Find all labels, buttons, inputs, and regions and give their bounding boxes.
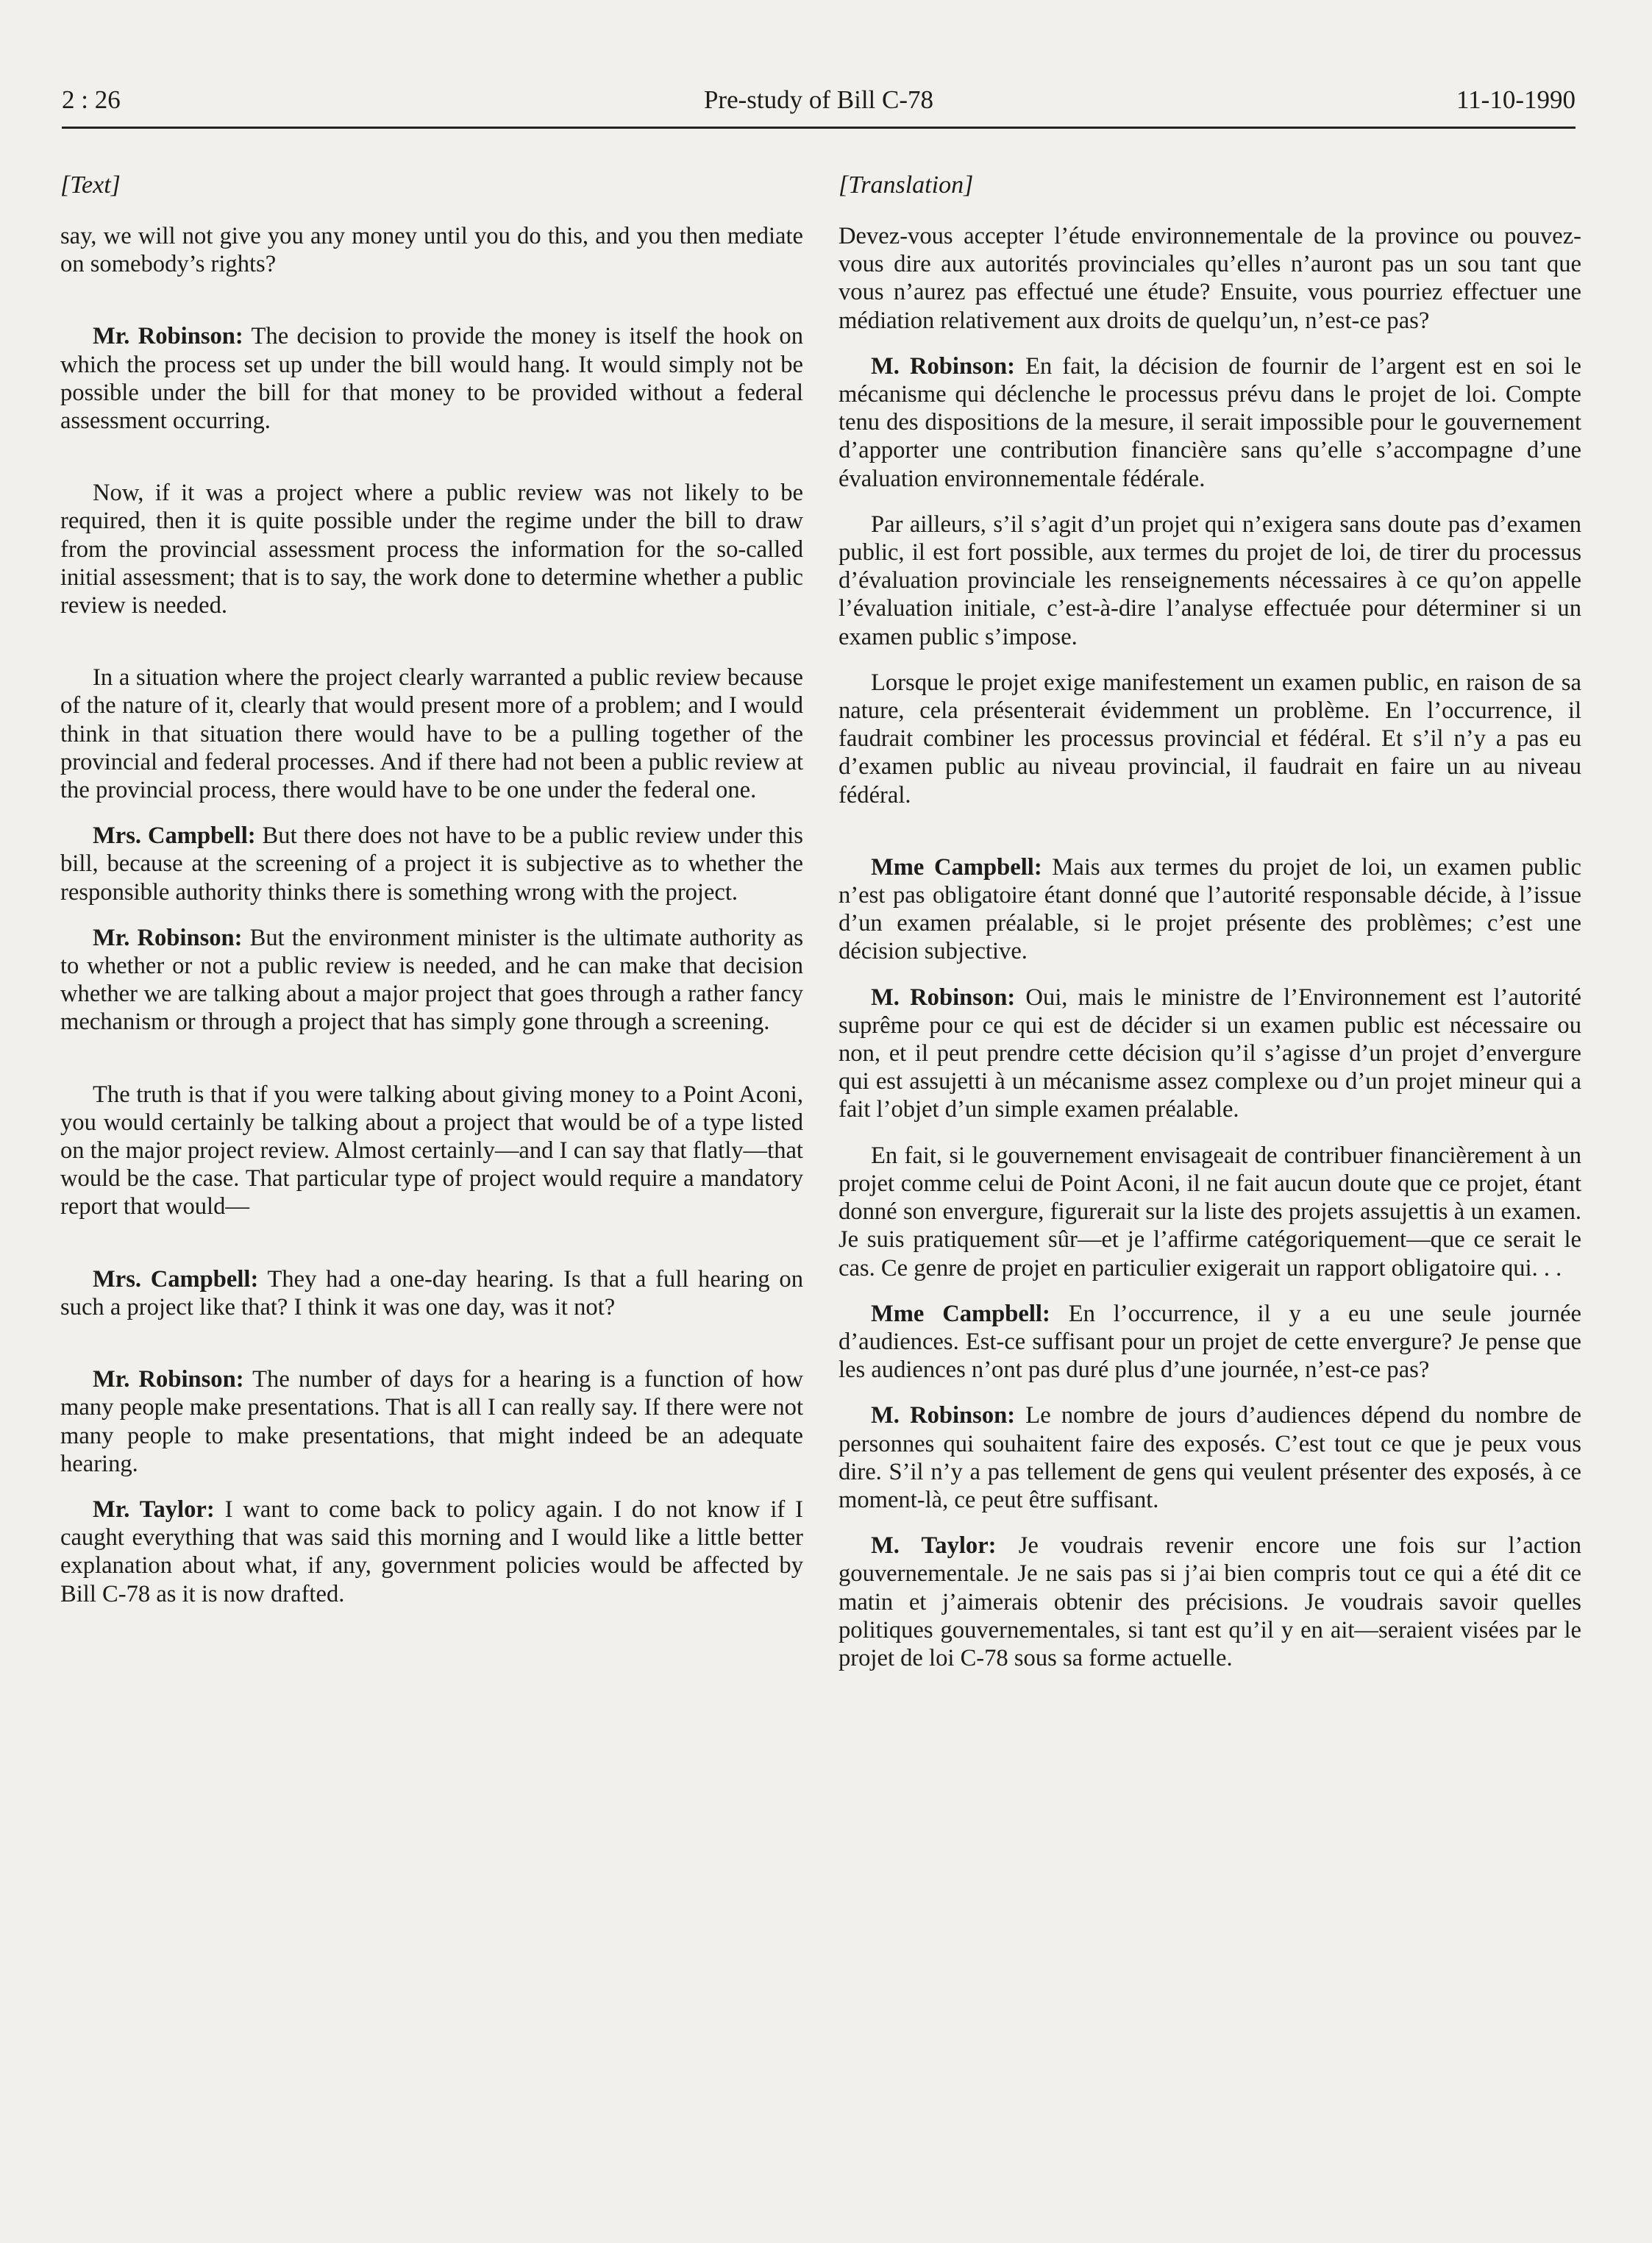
paragraph-speech: Mme Campbell: En l’occurrence, il y a eu une seule journée d’audiences. Est-ce suffisant pour un projet de cette envergure? Je pense que les audiences n’ont pas duré plus d’une journée, n’est-ce pas?	[839, 1300, 1581, 1384]
paragraph-speech: Mrs. Campbell: But there does not have to be a public review under this bill, because at the screening of a project it is subjective as to whether the responsible authority thinks there is something wrong with the project.	[60, 822, 803, 906]
column-label-translation: [Translation]	[839, 171, 974, 199]
header-page-number: 2 : 26	[62, 85, 121, 114]
paragraph-speech: Mr. Robinson: The decision to provide the money is itself the hook on which the process set up under the bill would hang. It would simply not be possible under the bill for that money to be provided without a federal assessment occurring.	[60, 323, 804, 435]
header-title: Pre-study of Bill C-78	[703, 85, 934, 114]
page-header	[62, 79, 1576, 129]
header-date: 11-10-1990	[1456, 85, 1576, 114]
speaker-name: Mr. Taylor:	[93, 1496, 215, 1523]
speaker-name: Mme Campbell:	[871, 853, 1042, 881]
paragraph-speech: M. Taylor: Je voudrais revenir encore une fois sur l’action gouvernementale. Je ne sais pas si j’ai bien compris tout ce qui a été dit ce matin et j’aimerais obtenir des précisions. Je voudrais savoir quelles politiques gouvernementales, si tant est qu’il y en ait—seraient visées par le projet de loi C-78 sous sa forme actuelle.	[839, 1532, 1581, 1671]
speaker-name: M. Robinson:	[871, 1402, 1016, 1429]
paragraph-speech: M. Robinson: Le nombre de jours d’audiences dépend du nombre de personnes qui souhaitent faire des exposés. C’est tout ce que je peux vous dire. S’il n’y a pas tellement de gens qui veulent présenter des exposés, à ce moment-là, ce peut être suffisant.	[839, 1402, 1582, 1513]
paragraph: En fait, si le gouvernement envisageait de contribuer financièrement à un projet comme celui de Point Aconi, il ne fait aucun doute que ce projet, étant donné son envergure, figurerait sur la liste des projets assujettis à un examen. Je suis pratiquement sûr—et je l’affirme catégoriquement—que ce serait le cas. Ce genre de projet en particulier exigerait un rapport obligatoire qui. . .	[839, 1142, 1581, 1282]
paragraph-speech: Mr. Taylor: I want to come back to policy again. I do not know if I caught everything that was said this morning and I would like a little better explanation about what, if any, government policies would be affected by Bill C-78 as it is now drafted.	[60, 1496, 804, 1607]
speaker-name: M. Robinson:	[871, 984, 1016, 1011]
column-label-text: [Text]	[60, 171, 121, 199]
paragraph: Lorsque le projet exige manifestement un examen public, en raison de sa nature, cela présenterait évidemment un problème. En l’occurrence, il faudrait combiner les processus provincial et fédéral. Et s’il n’y a pas eu d’examen public au niveau provincial, il faudrait en faire un au niveau fédéral.	[839, 669, 1581, 808]
paragraph-speech: M. Robinson: Oui, mais le ministre de l’Environnement est l’autorité suprême pour ce qui est de décider si un examen public est nécessaire ou non, et il peut prendre cette décision qu’il s’agisse d’un projet d’envergure qui est assujetti à un mécanisme assez complexe ou d’un projet mineur qui a fait l’objet d’un simple examen préalable.	[839, 984, 1581, 1123]
paragraph: Devez-vous accepter l’étude environnementale de la province ou pouvez-vous dire aux autorités provinciales qu’elles n’auront pas un sou tant que vous n’aurez pas effectué une étude? Ensuite, vous pourriez effectuer une médiation relativement aux droits de quelqu’un, n’est-ce pas?	[839, 223, 1581, 334]
paragraph: In a situation where the project clearly warranted a public review because of the nature of it, clearly that would present more of a problem; and I would think in that situation there would have to be a pulling together of the provincial and federal processes. And if there had not been a public review at the provincial process, there would have to be one under the federal one.	[60, 664, 803, 804]
paragraph-speech: M. Robinson: En fait, la décision de fournir de l’argent est en soi le mécanisme qui déclenche le processus prévu dans le projet de loi. Compte tenu des dispositions de la mesure, il serait impossible pour le gouvernement d’apporter une contribution financière sans qu’elle s’accompagne d’une évaluation environnementale fédérale.	[839, 352, 1582, 492]
paragraph: Par ailleurs, s’il s’agit d’un projet qui n’exigera sans doute pas d’examen public, il est fort possible, aux termes du projet de loi, de tirer du processus d’évaluation provinciale les renseignements nécessaires à ce qu’on appelle l’évaluation initiale, c’est-à-dire l’analyse effectuée pour déterminer si un examen public s’impose.	[839, 511, 1581, 650]
paragraph-speech: Mr. Robinson: The number of days for a hearing is a function of how many people make presentations. That is all I can really say. If there were not many people to make presentations, that might indeed be an adequate hearing.	[60, 1366, 804, 1477]
speaker-name: Mr. Robinson:	[93, 323, 243, 350]
paragraph-speech: Mrs. Campbell: They had a one-day hearing. Is that a full hearing on such a project like that? I think it was one day, was it not?	[60, 1265, 803, 1320]
paragraph-speech: Mme Campbell: Mais aux termes du projet de loi, un examen public n’est pas obligatoire étant donné que l’autorité responsable décide, à l’issue d’un examen préalable, si le projet présente des problèmes; c’est une décision subjective.	[839, 853, 1582, 965]
paragraph: say, we will not give you any money until you do this, and you then mediate on somebody’s rights?	[60, 223, 803, 278]
english-column	[60, 171, 803, 1608]
speaker-name: Mr. Robinson:	[93, 924, 243, 951]
paragraph: Now, if it was a project where a public review was not likely to be required, then it is quite possible under the regime under the bill to draw from the provincial assessment process the information for the so-called initial assessment; that is to say, the work done to determine whether a public review is needed.	[60, 480, 803, 619]
speaker-name: Mrs. Campbell:	[93, 1265, 259, 1293]
speaker-name: Mr. Robinson:	[93, 1366, 244, 1393]
paragraph-speech: Mr. Robinson: But the environment minister is the ultimate authority as to whether or not a public review is needed, and he can make that decision whether we are talking about a major project that goes through a rather fancy mechanism or through a project that has simply gone through a screening.	[60, 924, 803, 1036]
speaker-name: Mrs. Campbell:	[93, 822, 256, 850]
french-column	[839, 171, 1581, 1672]
paragraph: The truth is that if you were talking about giving money to a Point Aconi, you would certainly be talking about a project that would be of a type listed on the major project review. Almost certainly—and I can say that flatly—that would be the case. That particular type of project would require a mandatory report that would—	[60, 1081, 803, 1220]
speaker-name: Mme Campbell:	[871, 1300, 1050, 1327]
speaker-name: M. Robinson:	[871, 352, 1016, 380]
speaker-name: M. Taylor:	[871, 1532, 997, 1560]
